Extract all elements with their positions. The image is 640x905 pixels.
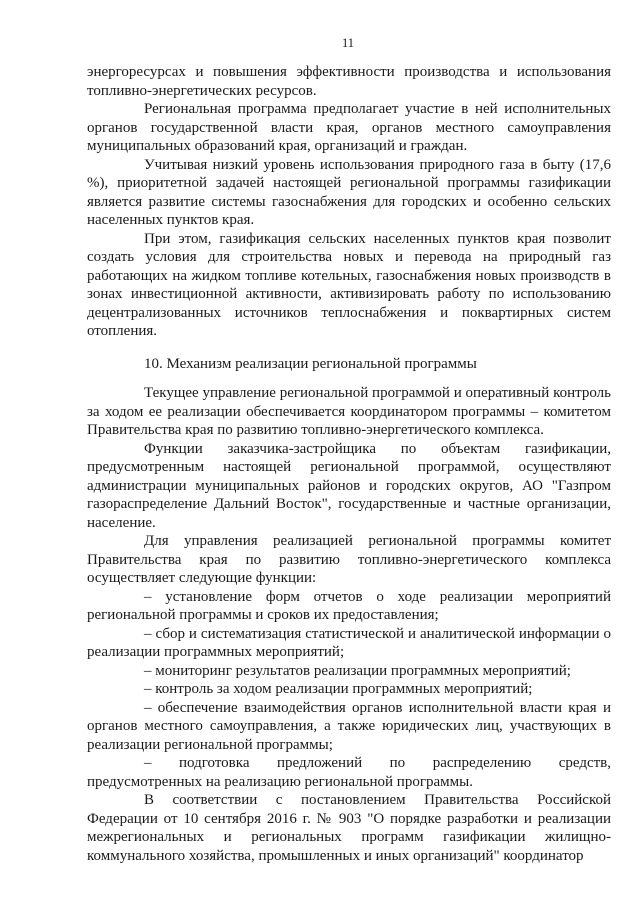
paragraph: При этом, газификация сельских населенных пунктов края позволит создать условия для строительства новых и перевода на природный газ работающих на жидком топливе котельных, газоснабжения новых производств в зонах инвестиционной активности, активизировать работу по использованию децентрализованных источников теплоснабжения и поквартирных систем отопления. (87, 230, 611, 339)
page-number: 11 (341, 36, 355, 50)
list-item: – подготовка предложений по распределению средств, предусмотренных на реализацию региональной программы. (87, 755, 611, 790)
list-item: – контроль за ходом реализации программных мероприятий; (144, 681, 533, 697)
paragraph: Функции заказчика-застройщика по объектам газификации, предусмотренным настоящей региональной программой, осуществляют администрации муниципальных районов и городских округов, АО "Газпром газораспределение Дальний Восток", государственные и частные организации, население. (87, 440, 611, 531)
paragraph: Региональная программа предполагает участие в ней исполнительных органов государственной власти края, органов местного самоуправления муниципальных образований края, организаций и граждан. (87, 101, 611, 154)
list-item: – установление форм отчетов о ходе реализации мероприятий региональной программы и сроков их предоставления; (87, 588, 611, 623)
paragraph: Для управления реализацией региональной программы комитет Правительства края по развитию топливно-энергетического комплекса осуществляет следующие функции: (87, 533, 611, 586)
list-item: – обеспечение взаимодействия органов исполнительной власти края и органов местного самоуправления, а также юридических лиц, участвующих в реализации региональной программы; (87, 699, 611, 753)
section-heading: 10. Механизм реализации региональной программы (144, 355, 477, 372)
paragraph: Текущее управление региональной программой и оперативный контроль за ходом ее реализации обеспечивается координатором программы – комитетом Правительства края по развитию топливно-энергетического комплекса. (87, 385, 611, 438)
paragraph: Учитывая низкий уровень использования природного газа в быту (17,6 %), приоритетной задачей настоящей региональной программы газификации является развитие системы газоснабжения для городских и особенно сельских населенных пунктов края. (87, 156, 611, 228)
list-item: – мониторинг результатов реализации программных мероприятий; (144, 662, 571, 679)
paragraph: энергоресурсах и повышения эффективности производства и использования топливно-энергетических ресурсов. (87, 64, 611, 99)
list-item: – сбор и систематизация статистической и аналитической информации о реализации программных мероприятий; (87, 625, 611, 660)
paragraph: В соответствии с постановлением Правительства Российской Федерации от 10 сентября 2016 г. № 903 "О порядке разработки и реализации межрегиональных и региональных программ газификации жилищно-коммунального хозяйства, промышленных и иных организаций" координатор (87, 792, 611, 864)
document-body (87, 63, 611, 865)
